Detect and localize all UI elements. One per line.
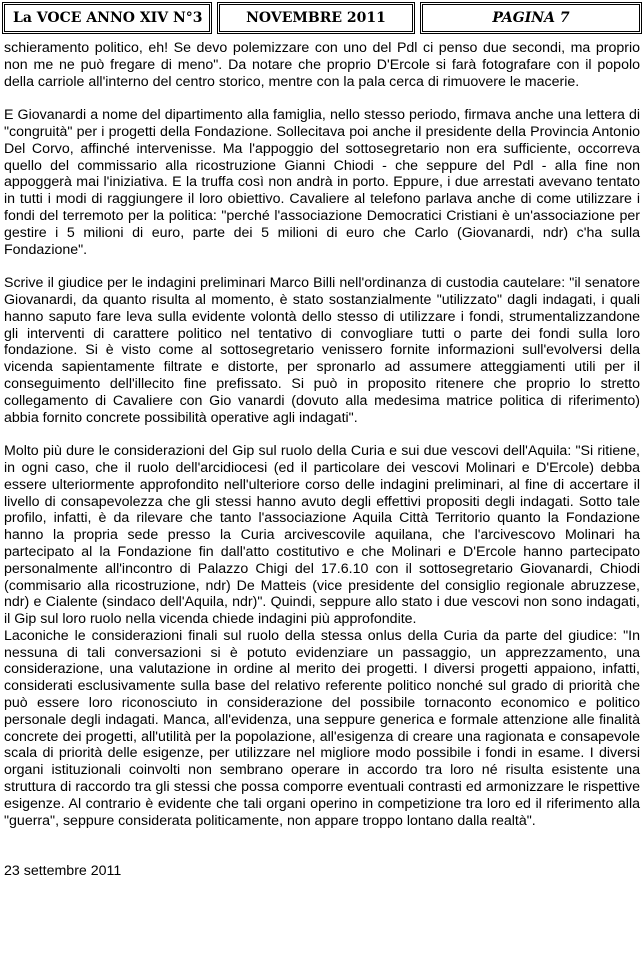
paragraph: Laconiche le considerazioni finali sul ruolo della stessa onlus della Curia da parte del giudice: "In nessuna di tali conversazioni si è potuto evidenziare un passaggio, un apprezzamento, una considerazione, una valutazione in ordine al merito dei progetti. I diversi progetti appaiono, infatti, considerati esclusivamente sulla base del relativo referente politico nonché sul grado di priorità che può essere loro riconosciuto in considerazione del possibile tornaconto economico e politico personale degli indagati. Manca, all'evidenza, una seppure generica e formale attenzione alle finalità concrete dei progetti, all'utilità per la popolazione, all'esigenza di creare una ragionata e consapevole scala di priorità delle esigenze, per utilizzare nel migliore modo possibile i fondi in esame. I diversi organi istituzionali coinvolti non sembrano operare in accordo tra loro né risulta esistente una struttura di raccordo tra gli stessi che possa comporre eventuali contrasti ed armonizzare le rispettive esigenze. Al contrario è evidente che tali organi operino in competizione tra loro ed il riferimento alla "guerra", seppure considerata politicamente, non appare troppo lontano dalla realtà". xyxy=(4,627,640,829)
month-label: NOVEMBRE 2011 xyxy=(217,2,415,34)
page-header xyxy=(0,0,644,38)
paragraph: Molto più dure le considerazioni del Gip sul ruolo della Curia e sui due vescovi dell'Aquila: "Si ritiene, in ogni caso, che il ruolo dell'arcidiocesi (ed il particolare dei vescovi Molinari e D'Ercole) debba essere ulteriormente approfondito nell'ulteriore corso delle indagini preliminari, al fine di accertare il livello di consapevolezza che gli stessi hanno avuto degli effettivi propositi degli indagati. Sotto tale profilo, infatti, è da rilevare che tanto l'associazione Aquila Città Territorio quanto la Fondazione hanno la propria sede presso la Curia arcivescovile aquilana, che l'arcivescovo Molinari ha partecipato al la Fondazione fin dall'atto costitutivo e che Molinari e D'Ercole hanno partecipato personalmente all'incontro di Palazzo Chigi del 17.6.10 con il sottosegretario Giovanardi, Chiodi (commisario alla ricostruzione, ndr) De Matteis (vice presidente del consiglio regionale abruzzese, ndr) e Cialente (sindaco dell'Aquila, ndr)". Quindi, seppure allo stato i due vescovi non sono indagati, il Gip sul loro ruolo nella vicenda chiede indagini più approfondite. xyxy=(4,443,640,628)
article-date: 23 settembre 2011 xyxy=(4,863,122,880)
page-number-label: PAGINA 7 xyxy=(420,2,642,34)
paragraph: E Giovanardi a nome del dipartimento alla famiglia, nello stesso periodo, firmava anche una lettera di "congruità" per i progetti della Fondazione. Sollecitava poi anche il presidente della Provincia Antonio Del Corvo, affinché intervenisse. Ma l'appoggio del sottosegretario non era sufficiente, occorreva quello del commissario alla ricostruzione Gianni Chiodi - che seppure del Pdl - alla fine non appoggerà mai l'iniziativa. E la truffa così non andrà in porto. Eppure, i due arrestati avevano tentato in tutti i modi di raggiungere il loro obiettivo. Cavaliere al telefono parlava anche di come utilizzare i fondi del terremoto per la politica: "perché l'associazione Democratici Cristiani è un'associazione per gestire i 5 milioni di euro, parte dei 5 milioni di euro che Carlo (Giovanardi, ndr) c'ha sulla Fondazione". xyxy=(4,107,640,258)
article-body xyxy=(4,40,640,880)
paragraph: Scrive il giudice per le indagini preliminari Marco Billi nell'ordinanza di custodia cautelare: "il senatore Giovanardi, da quanto risulta al momento, è stato sostanzialmente "utilizzato" dagli indagati, i quali hanno saputo fare leva sulla evidente volontà dello stesso di utilizzare i fondi, strumentalizzandone gli interventi di carattere politico nel tentativo di convogliare tutti o parte dei fondi sulla loro fondazione. Si è visto come al sottosegretario venissero fornite informazioni sull'evolversi della vicenda sapientamente filtrate e distorte, per spronarlo ad assumere atteggiamenti utili per il conseguimento dell'illecito fine prefissato. Si può in proposito ritenere che proprio lo stretto collegamento di Cavaliere con Gio vanardi (dovuto alla medesima matrice politica di riferimento) abbia fornito concrete possibilità operative agli indagati". xyxy=(4,275,640,426)
paragraph: schieramento politico, eh! Se devo polemizzare con uno del Pdl ci penso due secondi, ma proprio non me ne può fregare di meno". Da notare che proprio D'Ercole si farà fotografare con il popolo della carriole all'interno del centro storico, mentre con la pala cerca di rimuovere le macerie. xyxy=(4,40,640,90)
issue-label: La VOCE ANNO XIV N°3 xyxy=(2,2,212,34)
